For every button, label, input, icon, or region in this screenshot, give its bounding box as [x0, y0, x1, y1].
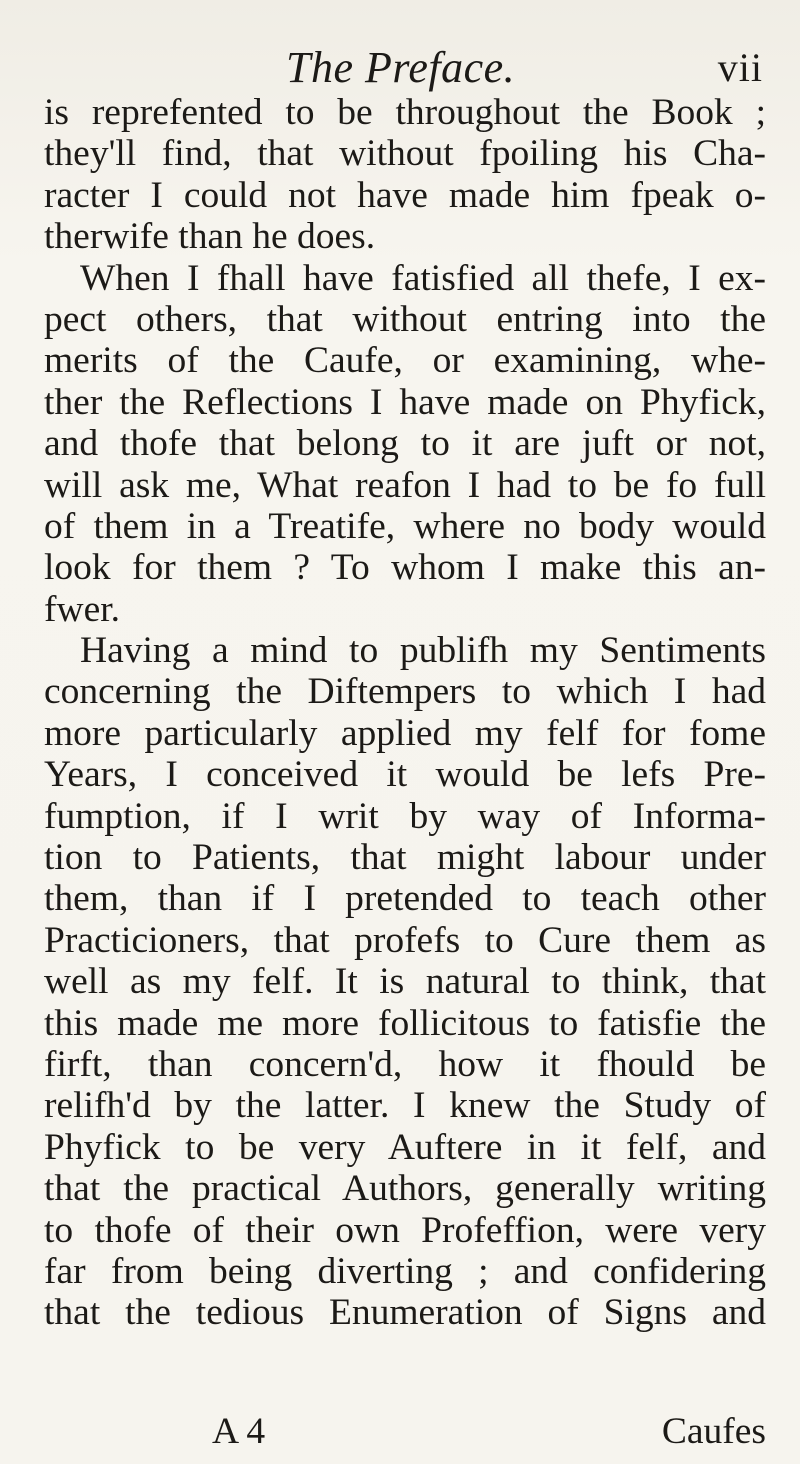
catchword: Caufes: [661, 1411, 766, 1452]
text-line: of them in a Treatife, where no body would: [44, 505, 766, 547]
text-line: Years, I conceived it would be lefs Pre-: [44, 754, 766, 796]
text-line: is reprefented to be throughout the Book ;: [44, 92, 766, 133]
text-line: that the tedious Enumeration of Signs and: [44, 1292, 766, 1334]
text-line: When I fhall have fatisfied all thefe, I ex-: [80, 257, 766, 299]
text-line: they'll find, that without fpoiling his Cha-: [44, 133, 766, 175]
text-line: fumption, if I writ by way of Informa-: [44, 795, 766, 837]
body-text: [44, 92, 766, 1334]
text-line: merits of the Caufe, or examining, whe-: [44, 340, 766, 382]
text-line: Phyfick to be very Auftere in it felf, and: [44, 1126, 766, 1168]
text-line: will ask me, What reafon I had to be fo full: [44, 464, 766, 506]
text-line: that the practical Authors, generally writing: [44, 1168, 766, 1210]
text-line: tion to Patients, that might labour under: [44, 837, 766, 879]
text-line: this made me more follicitous to fatisfie the: [44, 1002, 766, 1044]
text-line: well as my felf. It is natural to think, that: [44, 961, 766, 1003]
signature-mark: A 4: [212, 1411, 266, 1452]
text-line: to thofe of their own Profeffion, were very: [44, 1209, 766, 1251]
text-line: and thofe that belong to it are juft or not,: [44, 423, 766, 465]
text-line: ther the Reflections I have made on Phyfick,: [44, 381, 766, 423]
text-line: racter I could not have made him fpeak o-: [44, 174, 766, 216]
text-line: Practicioners, that profefs to Cure them as: [44, 919, 766, 961]
text-line: Having a mind to publifh my Sentiments: [80, 630, 766, 672]
text-line: them, than if I pretended to teach other: [44, 878, 766, 920]
text-line: concerning the Diftempers to which I had: [44, 671, 766, 713]
page-number: vii: [717, 45, 763, 90]
text-line: firft, than concern'd, how it fhould be: [44, 1043, 766, 1085]
running-header: [286, 42, 763, 96]
running-title: The Preface.: [286, 43, 516, 92]
text-line: pect others, that without entring into the: [44, 298, 766, 340]
text-line: more particularly applied my felf for fome: [44, 712, 766, 754]
text-line: therwife than he does.: [44, 216, 376, 258]
text-line: fwer.: [44, 588, 121, 630]
text-line: relifh'd by the latter. I knew the Study of: [44, 1085, 766, 1127]
text-line: look for them ? To whom I make this an-: [44, 547, 766, 589]
text-line: far from being diverting ; and confidering: [44, 1250, 766, 1292]
page-footer: [44, 1410, 766, 1454]
